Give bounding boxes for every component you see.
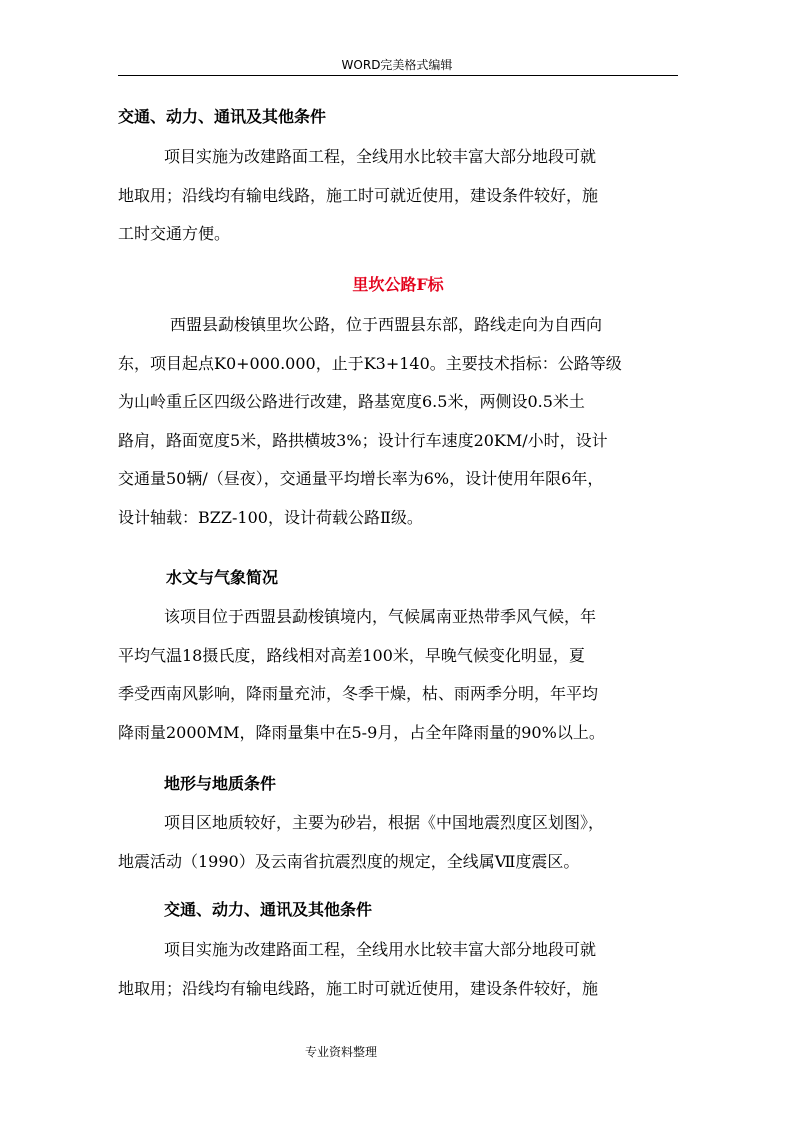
paragraph-line: 交通量50辆/（昼夜），交通量平均增长率为6%，设计使用年限6年， <box>118 469 604 488</box>
paragraph-line: 东，项目起点K0+000.000，止于K3+140。主要技术指标：公路等级 <box>118 353 622 373</box>
paragraph-line: 项目实施为改建路面工程，全线用水比较丰富大部分地段可就 <box>164 940 597 959</box>
section-heading: 水文与气象简况 <box>166 568 279 587</box>
paragraph <box>118 931 678 1008</box>
paragraph <box>118 804 678 881</box>
paragraph-line: 地震活动（1990）及云南省抗震烈度的规定，全线属Ⅶ度震区。 <box>118 851 580 871</box>
paragraph-line: 路肩，路面宽度5米，路拱横坡3%；设计行车速度20KM/小时，设计 <box>118 430 608 450</box>
page-footer: 专业资料整理 <box>305 1045 378 1059</box>
paragraph <box>118 598 678 752</box>
paragraph-line: 工时交通方便。 <box>118 224 231 243</box>
paragraph-line: 平均气温18摄氏度，路线相对高差100米，早晚气候变化明显，夏 <box>118 645 585 665</box>
paragraph-line: 地取用；沿线均有输电线路，施工时可就近使用，建设条件较好，施 <box>118 978 599 998</box>
paragraph-line: 项目区地质较好，主要为砂岩，根据《中国地震烈度区划图》， <box>164 813 605 832</box>
paragraph-line: 季受西南风影响，降雨量充沛，冬季干燥，枯、雨两季分明，年平均 <box>118 684 599 703</box>
paragraph-line: 地取用；沿线均有输电线路，施工时可就近使用，建设条件较好，施 <box>118 185 599 205</box>
header-rule <box>118 75 678 76</box>
paragraph-line: 西盟县勐梭镇里坎公路，位于西盟县东部，路线走向为自西向 <box>170 315 603 334</box>
paragraph-line: 为山岭重丘区四级公路进行改建，路基宽度6.5米，两侧设0.5米土 <box>118 392 585 411</box>
paragraph <box>118 138 678 254</box>
section-heading: 交通、动力、通讯及其他条件 <box>164 900 373 919</box>
paragraph-line: 项目实施为改建路面工程，全线用水比较丰富大部分地段可就 <box>164 147 597 166</box>
paragraph-line: 该项目位于西盟县勐梭镇境内，气候属南亚热带季风气候，年 <box>164 607 597 626</box>
paragraph <box>118 306 678 537</box>
paragraph-line: 设计轴载：BZZ-100，设计荷载公路Ⅱ级。 <box>118 507 423 527</box>
section-heading: 地形与地质条件 <box>164 774 277 793</box>
project-title: 里坎公路F标 <box>352 275 444 294</box>
section-heading: 交通、动力、通讯及其他条件 <box>118 107 327 126</box>
page-header: WORD完美格式编辑 <box>341 58 453 72</box>
paragraph-line: 降雨量2000MM，降雨量集中在5-9月，占全年降雨量的90%以上。 <box>118 722 605 742</box>
